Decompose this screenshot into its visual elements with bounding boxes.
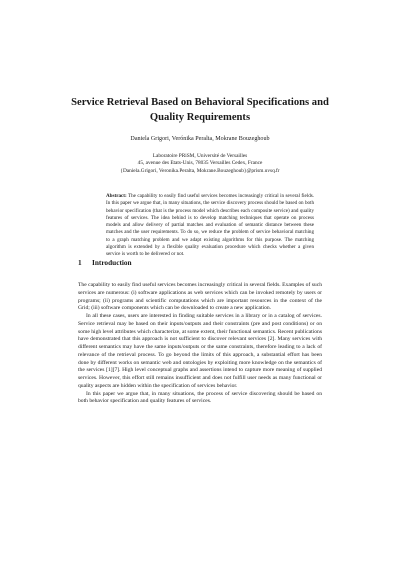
body-paragraph: In this paper we argue that, in many situations, the process of service discovering should be based on both behavior specification and quality features of services. xyxy=(78,390,322,405)
affiliation-lab: Laboratoire PRiSM, Université de Versailles xyxy=(152,153,248,159)
affiliation-address: 45, avenue des Etats-Unis, 78035 Versailles Cedex, France xyxy=(137,160,263,167)
section-number: 1 xyxy=(78,258,82,267)
paper-title: Service Retrieval Based on Behavioral Specifications and Quality Requirements xyxy=(71,97,329,123)
abstract-text: The capability to easily find useful services becomes increasingly critical in several fields. In this paper we argue that, in many situations, the service discovery process should be based on both behavior specification (that is the process model which describes each composite service) and quality features of services. The idea behind is to develop matching techniques that operate on process models and allow delivery of partial matches and evaluation of semantic distance between these matches and the user requirements. To do so, we reduce the problem of service behavioral matching to a graph matching problem and we adapt existing algorithms for this purpose. The matching algorithm is extended by a flexible quality evaluation procedure which checks whether a given service is worth to be delivered or not. xyxy=(106,193,314,258)
abstract-label: Abstract: xyxy=(106,193,127,199)
affiliation-emails: {Daniela.Grigori, Veronika.Peralta, Mokrane.Bouzeghoub}@prism.uvsq.fr xyxy=(120,167,280,174)
body-text xyxy=(78,282,322,406)
body-paragraph: In all these cases, users are interested in finding suitable services in a library or in a catalog of services. Service retrieval may be based on their inputs/outputs and their constraints (pre and post conditions) or on some high level attributes which characterize, at some extent, their functional semantics. Recent publications have demonstrated that this approach is not sufficient to discover relevant services [2]. Many services with different semantics may have the same inputs/outputs or the same constraints, therefore leading to a lack of relevance of the retrieval process. To go beyond the limits of this approach, a substantial effort has been done by different works on semantic web and ontologies by exploiting more knowledge on the semantics of the services [1][7]. High level conceptual graphs and assertions intend to capture more meaning of supplied services. However, this effort still remains insufficient and does not fulfill user needs as many functional or quality aspects are hidden within the specification of services behavior. xyxy=(78,313,322,389)
affiliation-block xyxy=(40,153,360,175)
section-heading xyxy=(78,258,132,268)
paper-authors: Daniela Grigori, Verónika Peralta, Mokrane Bouzeghoub xyxy=(130,136,270,142)
body-paragraph: The capability to easily find useful services becomes increasingly critical in several fields. Examples of such services are numerous: (i) software applications as web services which can be invoked remotely by users or programs; (ii) programs and scientific computations which are important resources in the context of the Grid; (iii) software components which can be downloaded to create a new application. xyxy=(78,282,322,312)
abstract xyxy=(106,193,314,259)
section-title: Introduction xyxy=(92,258,132,267)
